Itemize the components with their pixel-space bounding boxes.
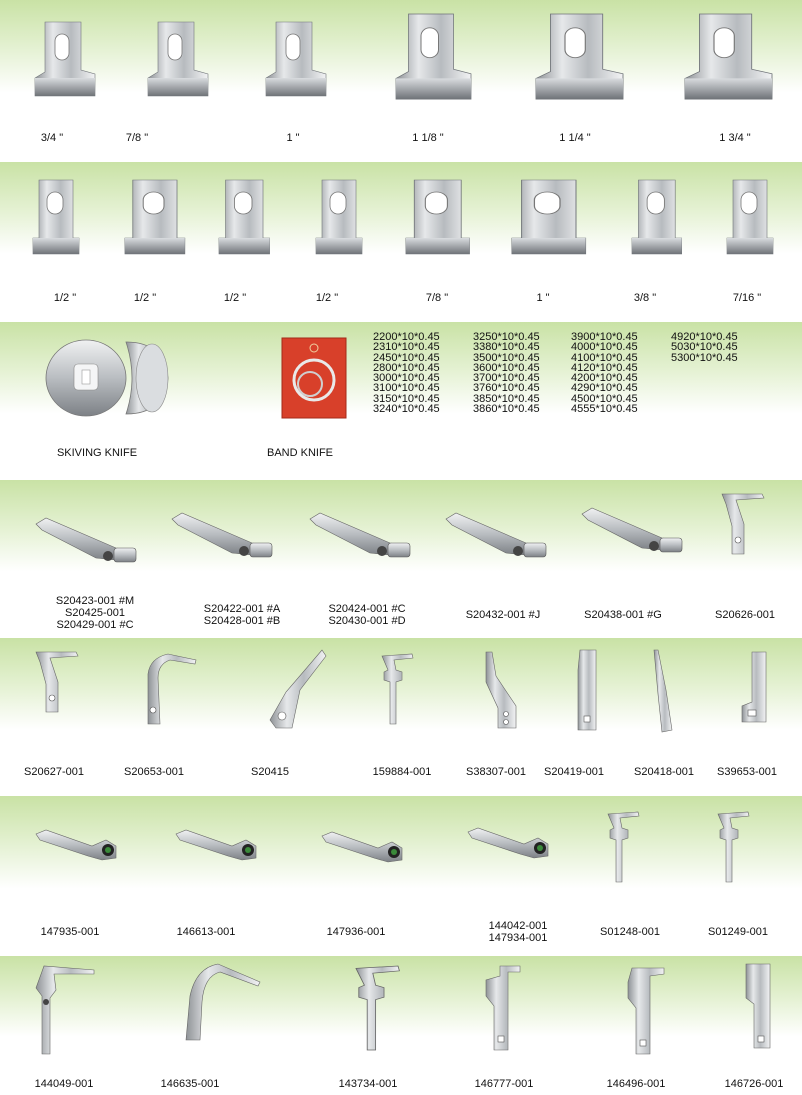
band-size: 3240*10*0.45	[373, 403, 440, 416]
part-number-label: S38307-001	[466, 766, 526, 778]
band-size: 2450*10*0.45	[373, 351, 440, 364]
part-number-label: S01248-001	[600, 926, 660, 938]
blade-image	[396, 14, 472, 107]
band-size: 2800*10*0.45	[373, 361, 440, 374]
skiving-knife-image	[36, 338, 176, 423]
looper-image	[182, 962, 266, 1047]
band-size: 4500*10*0.45	[571, 392, 638, 405]
band-size: 5030*10*0.45	[671, 341, 738, 354]
part-number-label: S20422-001 #A S20428-001 #B	[203, 603, 281, 627]
blade-image	[266, 22, 326, 105]
part-number-label: 146635-001	[160, 1078, 220, 1090]
looper-image	[722, 494, 772, 575]
looper-image	[652, 650, 682, 741]
band-size: 5300*10*0.45	[671, 351, 738, 364]
band-size: 3000*10*0.45	[373, 372, 440, 385]
part-number-label: 159884-001	[372, 766, 432, 778]
band-size: 3700*10*0.45	[473, 372, 540, 385]
band-size: 3850*10*0.45	[473, 392, 540, 405]
part-number-label: S20653-001	[124, 766, 184, 778]
blade-image	[316, 180, 362, 261]
band-size: 4555*10*0.45	[571, 403, 638, 416]
part-number-label: 146496-001	[606, 1078, 666, 1090]
band-size: 4120*10*0.45	[571, 361, 638, 374]
blade-image	[536, 14, 624, 107]
part-number-label: 144049-001	[34, 1078, 94, 1090]
band-size: 3760*10*0.45	[473, 382, 540, 395]
blade-size-label: 1/2 "	[53, 292, 77, 304]
part-number-label: S20626-001	[715, 609, 775, 621]
blade-image	[148, 22, 208, 101]
looper-image	[176, 826, 260, 871]
looper-image	[36, 510, 138, 571]
band-size: 3150*10*0.45	[373, 392, 440, 405]
band-size: 4000*10*0.45	[571, 341, 638, 354]
blade-image	[406, 180, 470, 261]
band-size: 4920*10*0.45	[671, 331, 738, 343]
looper-image	[310, 505, 412, 566]
part-number-label: S20419-001	[544, 766, 604, 778]
band-size: 2200*10*0.45	[373, 331, 440, 343]
band-size: 3380*10*0.45	[473, 341, 540, 354]
blade-image	[125, 180, 185, 261]
looper-image	[480, 966, 530, 1063]
blade-size-label: 7/16 "	[732, 292, 762, 304]
part-number-label: S20415	[251, 766, 289, 778]
band-knife-label: BAND KNIFE	[266, 447, 333, 459]
looper-image	[738, 652, 772, 739]
band-size: 3250*10*0.45	[473, 331, 540, 343]
band-size: 4100*10*0.45	[571, 351, 638, 364]
looper-image	[36, 652, 86, 733]
blade-size-label: 1 "	[286, 132, 300, 144]
looper-image	[484, 652, 524, 739]
band-size: 3600*10*0.45	[473, 361, 540, 374]
looper-image	[582, 500, 684, 561]
part-number-label: S01249-001	[708, 926, 768, 938]
skiving-knife-label: SKIVING KNIFE	[56, 447, 138, 459]
part-number-label: 146613-001	[176, 926, 236, 938]
blade-size-label: 1/2 "	[223, 292, 247, 304]
blade-size-label: 1/2 "	[315, 292, 339, 304]
part-number-label: 144042-001 147934-001	[488, 920, 548, 944]
blade-size-label: 7/8 "	[425, 292, 449, 304]
blade-image	[35, 22, 95, 101]
looper-image	[382, 654, 422, 735]
looper-image	[734, 964, 784, 1061]
looper-image	[574, 650, 604, 739]
band-size: 3500*10*0.45	[473, 351, 540, 364]
part-number-label: S20627-001	[24, 766, 84, 778]
blade-image	[727, 180, 773, 261]
band-size: 4290*10*0.45	[571, 382, 638, 395]
blade-size-label: 1/2 "	[133, 292, 157, 304]
blade-size-label: 3/8 "	[633, 292, 657, 304]
part-number-label: 146777-001	[474, 1078, 534, 1090]
looper-image	[620, 968, 670, 1065]
blade-image	[685, 14, 773, 107]
part-number-label: S20424-001 #C S20430-001 #D	[328, 603, 406, 627]
looper-image	[172, 505, 274, 566]
looper-image	[356, 966, 406, 1063]
band-size: 4200*10*0.45	[571, 372, 638, 385]
blade-image	[219, 180, 271, 261]
band-size: 3860*10*0.45	[473, 403, 540, 416]
blade-size-label: 7/8 "	[125, 132, 149, 144]
part-number-label: 143734-001	[338, 1078, 398, 1090]
part-number-label: S39653-001	[717, 766, 777, 778]
blade-size-label: 1 3/4 "	[719, 132, 751, 144]
band-knife-sizes-col-3	[571, 332, 638, 414]
part-number-label: 147935-001	[40, 926, 100, 938]
blade-size-label: 1 "	[536, 292, 550, 304]
part-number-label: S20432-001 #J	[465, 609, 541, 621]
band-knife-sizes-col-2	[473, 332, 540, 414]
band-size: 2310*10*0.45	[373, 341, 440, 354]
blade-size-label: 3/4 "	[40, 132, 64, 144]
part-number-label: S20438-001 #G	[584, 609, 662, 621]
band-knife-sizes-col-4	[671, 332, 738, 363]
band-knife-image	[282, 338, 346, 423]
part-number-label: S20418-001	[634, 766, 694, 778]
section-loopers-3	[0, 796, 802, 956]
blade-image	[512, 180, 586, 261]
looper-image	[446, 505, 548, 566]
looper-image	[468, 824, 552, 869]
looper-image	[322, 828, 406, 873]
part-number-label: 146726-001	[724, 1078, 784, 1090]
blade-image	[33, 180, 79, 261]
part-number-label: S20423-001 #M S20425-001 S20429-001 #C	[55, 595, 135, 631]
looper-image	[136, 654, 198, 739]
looper-image	[34, 966, 100, 1063]
looper-image	[608, 812, 648, 893]
looper-image	[36, 826, 120, 871]
blade-image	[632, 180, 682, 261]
looper-image	[718, 812, 758, 893]
blade-size-label: 1 1/8 "	[412, 132, 444, 144]
band-knife-sizes-col-1	[373, 332, 440, 414]
band-size: 3900*10*0.45	[571, 331, 638, 343]
band-size: 3100*10*0.45	[373, 382, 440, 395]
blade-size-label: 1 1/4 "	[559, 132, 591, 144]
part-number-label: 147936-001	[326, 926, 386, 938]
looper-image	[266, 650, 328, 739]
